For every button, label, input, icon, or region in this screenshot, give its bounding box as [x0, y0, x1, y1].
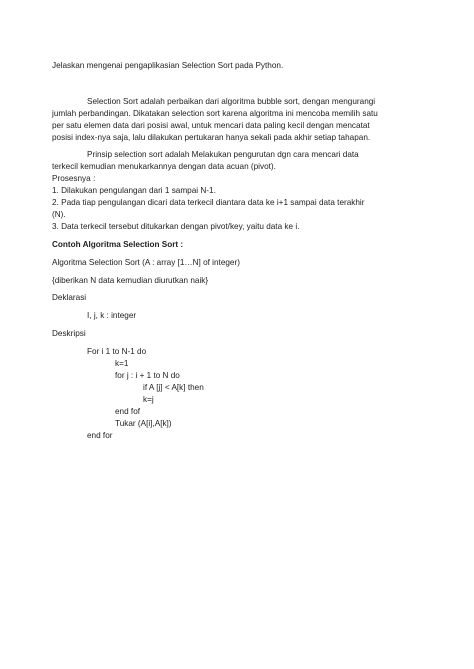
process-label: Prosesnya :	[52, 174, 96, 183]
paragraph-line: Prinsip selection sort adalah Melakukan pengurutan dgn cara mencari data	[87, 150, 359, 159]
code-line: if A [j] < A[k] then	[143, 383, 204, 392]
paragraph-line: per satu elemen data dari posisi awal, untuk mencari data paling kecil dengan mencatat	[52, 121, 370, 130]
declaration-vars: I, j, k : integer	[87, 311, 137, 320]
code-line: end fof	[115, 407, 141, 416]
algorithm-signature: Algoritma Selection Sort (A : array [1…N] of integer)	[52, 258, 240, 267]
description-label: Deskripsi	[52, 329, 86, 338]
paragraph-line: terkecil kemudian menukarkannya dengan data acuan (pivot).	[52, 162, 276, 171]
code-line: for j : i + 1 to N do	[115, 371, 180, 380]
example-heading: Contoh Algoritma Selection Sort :	[52, 240, 184, 249]
code-line: For i 1 to N-1 do	[87, 347, 147, 356]
step-item: 2. Pada tiap pengulangan dicari data terkecil diantara data ke i+1 sampai data terakhir	[52, 198, 365, 207]
algorithm-comment: {diberikan N data kemudian diurutkan naik}	[52, 276, 209, 285]
code-line: end for	[87, 431, 113, 440]
code-line: k=j	[143, 395, 154, 404]
paragraph-line: jumlah perbandingan. Dikatakan selection sort karena algoritma ini mencoba memilih satu	[52, 109, 378, 118]
step-item: (N).	[52, 210, 66, 219]
declaration-label: Deklarasi	[52, 293, 87, 302]
step-item: 1. Dilakukan pengulangan dari 1 sampai N-1.	[52, 186, 216, 195]
step-item: 3. Data terkecil tersebut ditukarkan dengan pivot/key, yaitu data ke i.	[52, 222, 300, 231]
code-line: Tukar (A[i],A[k])	[115, 419, 172, 428]
paragraph-line: posisi index-nya saja, lalu dilakukan pertukaran hanya sekali pada akhir setiap tahapan.	[52, 133, 371, 142]
paragraph-line: Selection Sort adalah perbaikan dari algoritma bubble sort, dengan mengurangi	[87, 97, 376, 106]
question-text: Jelaskan mengenai pengaplikasian Selection Sort pada Python.	[52, 61, 284, 70]
code-line: k=1	[115, 359, 129, 368]
